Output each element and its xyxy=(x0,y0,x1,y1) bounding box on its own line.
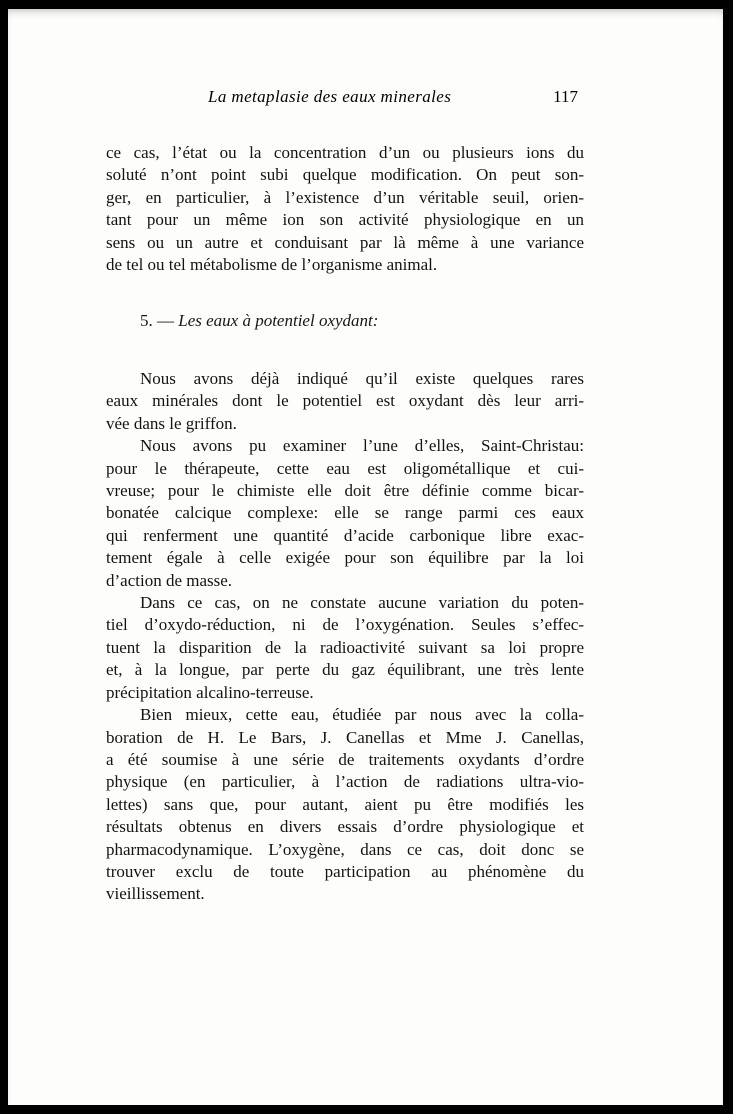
text-line: physique (en particulier, à l’action de radiations ultra-vio- xyxy=(106,772,584,792)
text-line: tement égale à celle exigée pour son équilibre par la loi xyxy=(106,548,584,568)
text-line: lettes) sans que, pour autant, aient pu être modifiés les xyxy=(106,794,584,814)
page-number: 117 xyxy=(553,87,578,106)
text-line: bonatée calcique complexe: elle se range parmi ces eaux xyxy=(106,503,584,523)
text-line: vieillissement. xyxy=(106,884,205,904)
text-line: vée dans le griffon. xyxy=(106,413,237,433)
text-line: trouver exclu de toute participation au phénomène du xyxy=(106,861,584,881)
text-line: tant pour un même ion son activité physiologique en un xyxy=(106,210,584,230)
text-line: Dans ce cas, on ne constate aucune variation du poten- xyxy=(140,593,584,613)
text-line: résultats obtenus en divers essais d’ordre physiologique et xyxy=(106,817,584,837)
text-line: tuent la disparition de la radioactivité suivant sa loi propre xyxy=(106,637,584,657)
text-line: a été soumise à une série de traitements oxydants d’ordre xyxy=(106,749,584,769)
running-head-title: La metaplasie des eaux minerales xyxy=(208,87,452,106)
text-line: sens ou un autre et conduisant par là même à une variance xyxy=(106,232,584,252)
running-head xyxy=(208,87,578,111)
paragraph-continued xyxy=(106,142,584,276)
text-line: Bien mieux, cette eau, étudiée par nous avec la colla- xyxy=(140,705,584,725)
text-line: pharmacodynamique. L’oxygène, dans ce cas, doit donc se xyxy=(106,839,584,859)
text-line: de tel ou tel métabolisme de l’organisme animal. xyxy=(106,255,438,275)
text-line: d’action de masse. xyxy=(106,570,233,590)
text-line: tiel d’oxydo-réduction, ni de l’oxygénation. Seules s’effec- xyxy=(106,615,584,635)
text-line: précipitation alcalino-terreuse. xyxy=(106,682,314,702)
text-line: boration de H. Le Bars, J. Canellas et Mme J. Canellas, xyxy=(106,727,584,747)
text-line: qui renferment une quantité d’acide carbonique libre exac- xyxy=(106,525,584,545)
text-line: Nous avons déjà indiqué qu’il existe quelques rares xyxy=(140,369,584,388)
book-page xyxy=(8,9,723,1105)
section-title: Les eaux à potentiel oxydant: xyxy=(178,311,379,330)
section-number: 5. — xyxy=(140,311,174,330)
text-line: vreuse; pour le chimiste elle doit être définie comme bicar- xyxy=(106,481,584,501)
text-line: pour le thérapeute, cette eau est oligométallique et cui- xyxy=(106,458,584,478)
text-line: ce cas, l’état ou la concentration d’un ou plusieurs ions du xyxy=(106,143,584,162)
text-line: et, à la longue, par perte du gaz équilibrant, une très lente xyxy=(106,660,584,680)
text-line: eaux minérales dont le potentiel est oxydant dès leur arri- xyxy=(106,391,584,411)
section-body xyxy=(106,368,584,906)
text-line: ger, en particulier, à l’existence d’un véritable seuil, orien- xyxy=(106,187,584,207)
text-line: Nous avons pu examiner l’une d’elles, Saint-Christau: xyxy=(140,436,584,456)
section-heading xyxy=(140,311,378,331)
text-line: soluté n’ont point subi quelque modification. On peut son- xyxy=(106,165,584,185)
